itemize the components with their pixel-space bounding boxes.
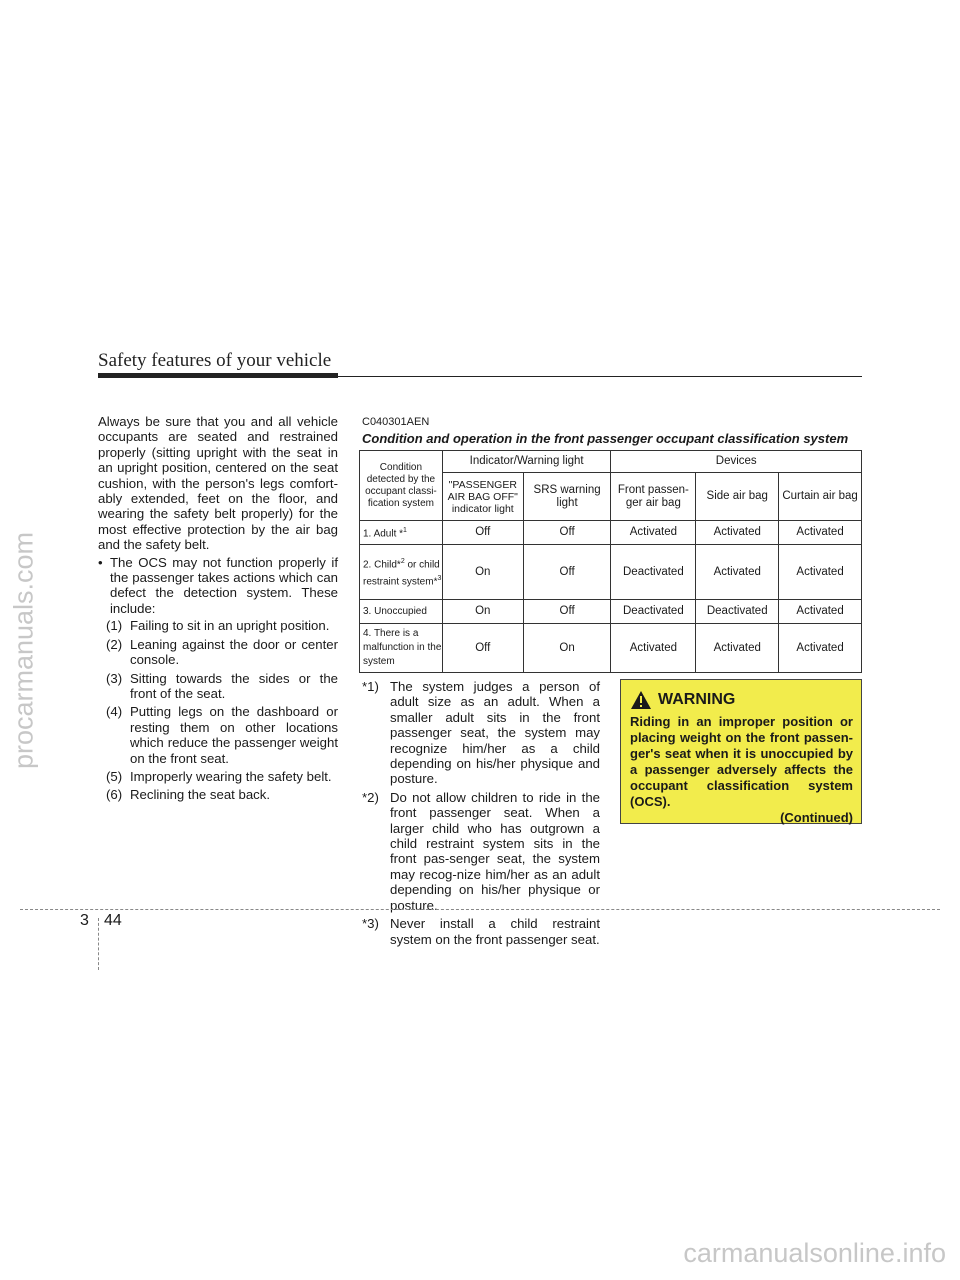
table-cell: Activated [779,624,862,673]
footnote-num: *2) [362,789,379,805]
section-title: Condition and operation in the front passenger occupant classification system [362,431,849,446]
table-cell: On [523,624,611,673]
row-condition [360,545,443,600]
intro-paragraph: Always be sure that you and all vehicle occupants are seated and restrained properly (sitting upright with the seat in an upright position, centered on the seat cushion, with the person's legs comfort-ably extended, feet on the floor, and wearing the safety belt properly) for the most effective protection by the air bag and the safety belt. [98,414,338,553]
side-watermark-text: procarmanuals.com [8,531,39,770]
list-item-text: Leaning against the door or center console. [130,636,338,668]
ocs-table [359,450,862,673]
footer-divider [98,918,99,970]
table-cell: Activated [696,545,779,600]
table-cell: Activated [779,600,862,624]
footnote-text: Never install a child restraint system on the front passenger seat. [390,916,600,947]
side-watermark [2,500,42,800]
table-cell: Off [442,521,523,545]
warning-text: Riding in an improper position or placing weight on the front passen-ger's seat when it is unoccupied by a passenger adversely affects the occupant classification system (OCS). [630,714,853,809]
subheader-front-airbag: Front passen- ger air bag [611,473,696,521]
bullet-text: The OCS may not function properly if the passenger takes actions which can defect the detection system. These include: [110,554,338,616]
list-item [106,637,338,668]
bottom-watermark: carmanualsonline.info [683,1238,946,1268]
left-column [98,414,338,806]
list-item-text: Putting legs on the dashboard or resting them on other locations which reduce the passenger weight on the front seat. [130,704,338,766]
list-item-text: Failing to sit in an upright position. [130,618,330,634]
list-item [106,671,338,702]
row-condition: 3. Unoccupied [360,600,443,624]
subheader-srs: SRS warning light [523,473,611,521]
warning-header [630,690,853,710]
table-cell: On [442,545,523,600]
bullet-dot: • [98,554,103,570]
list-item [106,618,338,633]
table-cell: Activated [611,624,696,673]
table-row [360,521,862,545]
list-item-num: (6) [106,787,123,803]
table-row [360,624,862,673]
table-cell: Off [523,521,611,545]
ocs-bullet [98,555,338,617]
subheader-curtain-airbag: Curtain air bag [779,473,862,521]
list-item [106,787,338,802]
footnote-ref: 3 [437,575,442,582]
table-cell: Activated [696,624,779,673]
table-cell: On [442,600,523,624]
footnote-num: *3) [362,916,379,932]
list-item [106,769,338,784]
row-condition: 4. There is a malfunction in the system [360,624,443,673]
table-cell: Activated [779,545,862,600]
footnote [362,790,600,913]
list-item-num: (2) [106,636,123,652]
row-condition [360,521,443,545]
footnote [362,916,600,947]
footnote-ref: 1 [403,526,407,534]
list-item-text: Sitting towards the sides or the front of the seat. [130,670,338,701]
page-number: 44 [104,912,122,929]
list-item-num: (5) [106,768,123,784]
warning-box [620,679,862,824]
table-row [360,545,862,600]
header-devices: Devices [611,451,862,473]
warning-triangle-icon [630,690,652,710]
list-item [106,704,338,766]
list-item-num: (3) [106,670,123,686]
section-code: C040301AEN [362,416,430,428]
footnote-text: Do not allow children to ride in the front passenger seat. When a larger child who has outgrown a child restraint system sits in the front pas-senger seat, the system may recog-nize him/her as an adult depending on his/her physique or posture. [390,789,600,913]
table-cell: Off [442,624,523,673]
table-cell: Deactivated [696,600,779,624]
subheader-pab-off: "PASSENGER AIR BAG OFF" indicator light [442,473,523,521]
chapter-number: 3 [80,912,89,929]
action-list [106,618,338,802]
table-cell: Deactivated [611,545,696,600]
list-item-text: Improperly wearing the safety belt. [130,768,332,784]
footnote-ref: 2 [400,557,405,565]
table-cell: Activated [779,521,862,545]
table-cell: Activated [696,521,779,545]
table-cell: Off [523,600,611,624]
table-cell: Activated [611,521,696,545]
list-item-text: Reclining the seat back. [130,787,271,803]
table-cell: Deactivated [611,600,696,624]
warning-continued: (Continued) [780,810,853,825]
header-indicator: Indicator/Warning light [442,451,611,473]
header-bar [98,373,338,378]
list-item-num: (1) [106,618,123,634]
footnote [362,679,600,787]
condition-text: 2. Child* [363,559,401,570]
list-item-num: (4) [106,704,123,720]
condition-text: 1. Adult * [363,528,404,540]
footer-rule [20,909,940,910]
header-rule [338,376,862,377]
header-condition: Condition detected by the occupant classi- fication system [360,451,443,521]
table-row [360,600,862,624]
subheader-side-airbag: Side air bag [696,473,779,521]
footnote-num: *1) [362,679,379,694]
condition-text: or child restraint system* [363,559,440,588]
warning-heading: WARNING [658,691,736,708]
page-header-title: Safety features of your vehicle [98,350,332,371]
footnote-text: The system judges a person of adult size as an adult. When a smaller adult sits in the front passenger seat, the system may recognize him/her as a child depending on his/her physique and posture. [390,679,600,787]
table-cell: Off [523,545,611,600]
